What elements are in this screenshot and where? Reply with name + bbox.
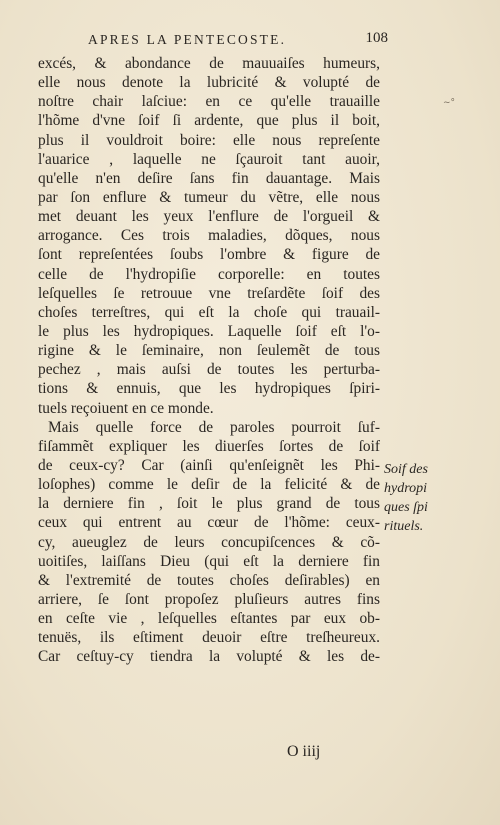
text-line: de ceux-cy? Car (ainſi qu'enſeignẽt les Phi- xyxy=(38,456,380,474)
text-line: par ſon enflure & tumeur du vẽtre, elle nous xyxy=(38,188,380,206)
text-line: loſophes) comme le deſir de la felicité & de xyxy=(38,476,380,494)
text-line: fiſammẽt expliquer les diuerſes ſortes de ſoif xyxy=(38,437,380,455)
marginal-note xyxy=(384,460,454,537)
text-line: Car ceſtuy-cy tiendra la volupté & les de- xyxy=(38,648,380,666)
text-line: uoitiſes, laiſſans Dieu (qui eſt la derniere fin xyxy=(38,552,380,570)
text-line: le plus les hydropiques. Laquelle ſoif eſt l'o- xyxy=(38,322,380,340)
text-line: tenuës, ils eſtiment deuoir eſtre treſheureux. xyxy=(38,629,380,647)
text-line: plus il vouldroit boire: elle nous repreſente xyxy=(38,131,380,149)
text-line: pechez , mais auſsi de toutes les perturba- xyxy=(38,361,380,379)
margin-note-line: hydropi xyxy=(384,481,428,497)
body-text xyxy=(38,54,380,667)
paragraph-end-line: tuels reçoiuent en ce monde. xyxy=(38,399,214,417)
text-line: leſquelles ſe retrouue vne treſardẽte ſoif des xyxy=(38,284,380,302)
text-line: Mais quelle force de paroles pourroit ſuf- xyxy=(48,418,380,436)
page-number: 108 xyxy=(365,30,388,46)
signature-mark: O iiij xyxy=(287,743,321,760)
page-header xyxy=(88,30,388,52)
text-line: choſes terreſtres, qui eſt la choſe qui trauail- xyxy=(38,303,380,321)
text-line: met deuant les yeux l'enflure de l'orgueil & xyxy=(38,208,380,226)
text-line: arrogance. Ces trois maladies, dõques, nous xyxy=(38,227,380,245)
text-line: tions & ennuis, que les hydropiques ſpiri- xyxy=(38,380,380,398)
margin-note-line: ques ſpi xyxy=(384,500,428,516)
text-line: ceux qui entrent au cœur de l'hõme: ceux- xyxy=(38,514,380,532)
running-head: APRES LA PENTECOSTE. xyxy=(88,32,287,47)
text-line: cy, aueuglez de leurs concupiſcences & cõ- xyxy=(38,533,380,551)
text-line: excés, & abondance de mauuaiſes humeurs, xyxy=(38,55,380,72)
text-line: en ceſte vie , leſquelles eſtantes par eux ob- xyxy=(38,610,380,628)
text-line: l'hõme d'vne ſoif ſi ardente, que plus il boit, xyxy=(38,112,380,130)
text-line: & l'extremité de toutes choſes deſirables) en xyxy=(38,571,380,589)
text-line: arriere, ſe ſont propoſez pluſieurs autres fins xyxy=(38,590,380,608)
text-line: elle nous denote la lubricité & volupté de xyxy=(38,74,380,92)
text-line: ſont repreſentées ſoubs l'ombre & figure de xyxy=(38,246,380,264)
text-line: noſtre chair laſciue: en ce qu'elle trauaille xyxy=(38,93,380,111)
margin-note-line: Soif des xyxy=(384,462,428,477)
text-line: qu'elle n'en deſire ſans fin dauantage. Mais xyxy=(38,169,380,187)
page-blemish: ~° xyxy=(443,98,456,108)
text-line: celle de l'hydropiſie corporelle: en toutes xyxy=(38,265,380,283)
margin-note-line: rituels. xyxy=(384,519,424,535)
text-line: rigine & le ſeminaire, non ſeulemẽt de tous xyxy=(38,342,380,360)
text-line: la derniere fin , ſoit le plus grand de tous xyxy=(38,495,380,513)
text-line: l'auarice , laquelle ne ſçauroit tant auoir, xyxy=(38,150,380,168)
